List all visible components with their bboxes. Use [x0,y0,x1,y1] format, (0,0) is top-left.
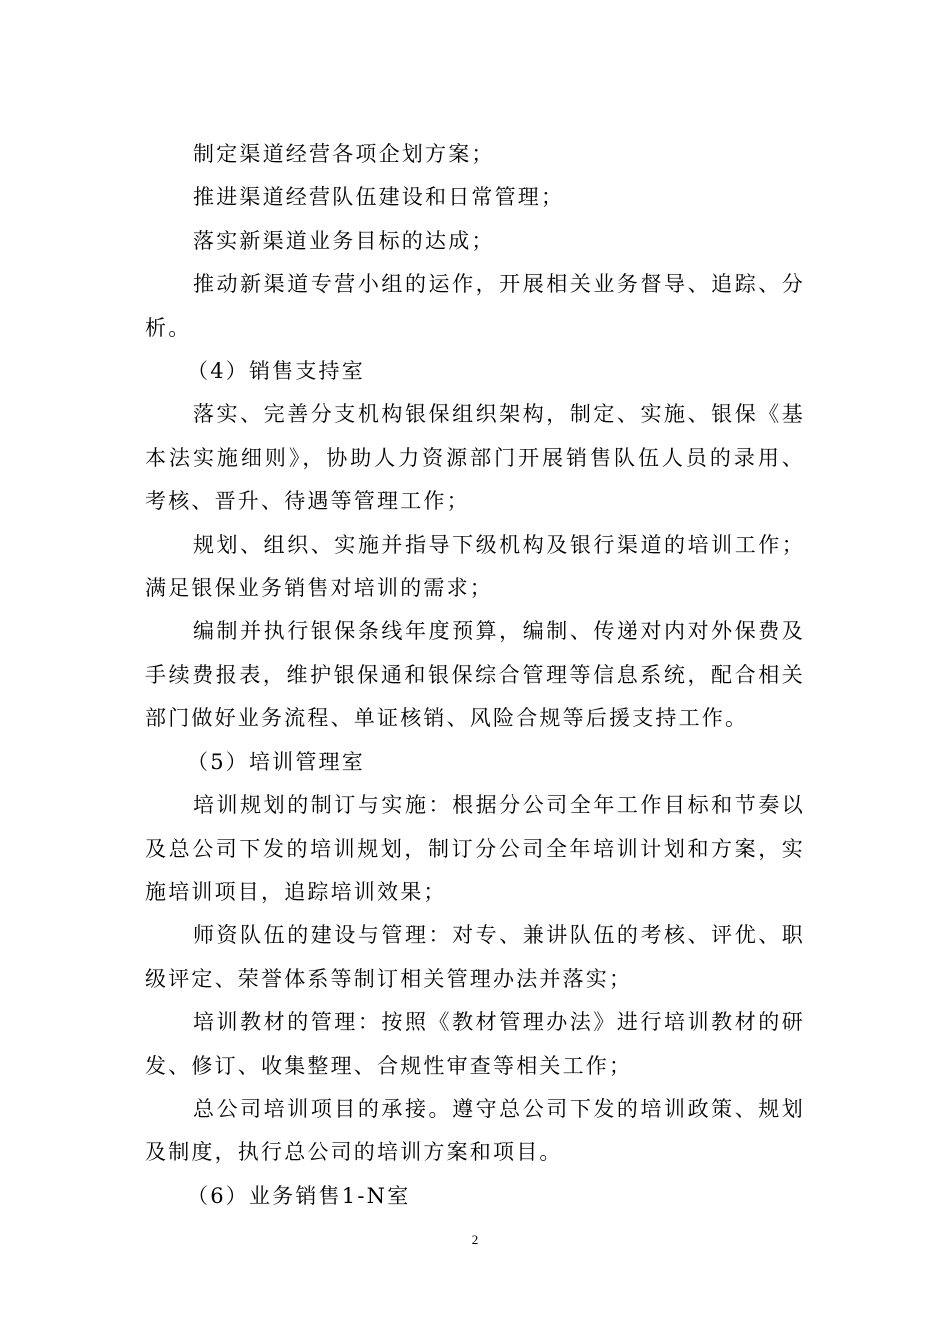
paragraph: 落实、完善分支机构银保组织架构，制定、实施、银保《基本法实施细则》，协助人力资源部门开展销售队伍人员的录用、考核、晋升、待遇等管理工作； [145,402,805,514]
paragraph: 编制并执行银保条线年度预算，编制、传递对内对外保费及手续费报表，维护银保通和银保综合管理等信息系统，配合相关部门做好业务流程、单证核销、风险合规等后援支持工作。 [145,619,805,731]
paragraph: 推动新渠道专营小组的运作，开展相关业务督导、追踪、分析。 [145,272,805,340]
section-heading: （4）销售支持室 [187,359,365,384]
paragraph: 制定渠道经营各项企划方案； [193,142,495,166]
paragraph: 推进渠道经营队伍建设和日常管理； [193,185,565,210]
section-heading: （6）业务销售1-N室 [187,1183,411,1208]
paragraph: 规划、组织、实施并指导下级机构及银行渠道的培训工作；满足银保业务销售对培训的需求； [145,532,805,601]
paragraph: 培训规划的制订与实施：根据分公司全年工作目标和节奏以及总公司下发的培训规划，制订分公司全年培训计划和方案，实施培训项目，追踪培训效果； [145,793,805,904]
paragraph: 落实新渠道业务目标的达成； [193,228,495,253]
page-number: 2 [471,1232,479,1247]
document-body [145,133,805,1218]
paragraph: 师资队伍的建设与管理：对专、兼讲队伍的考核、评优、职级评定、荣誉体系等制订相关管理办法并落实； [145,923,805,991]
paragraph: 总公司培训项目的承接。遵守总公司下发的培训政策、规划及制度，执行总公司的培训方案和项目。 [145,1096,805,1165]
paragraph: 培训教材的管理：按照《教材管理办法》进行培训教材的研发、修订、收集整理、合规性审查等相关工作； [145,1010,805,1078]
section-heading: （5）培训管理室 [187,749,365,774]
